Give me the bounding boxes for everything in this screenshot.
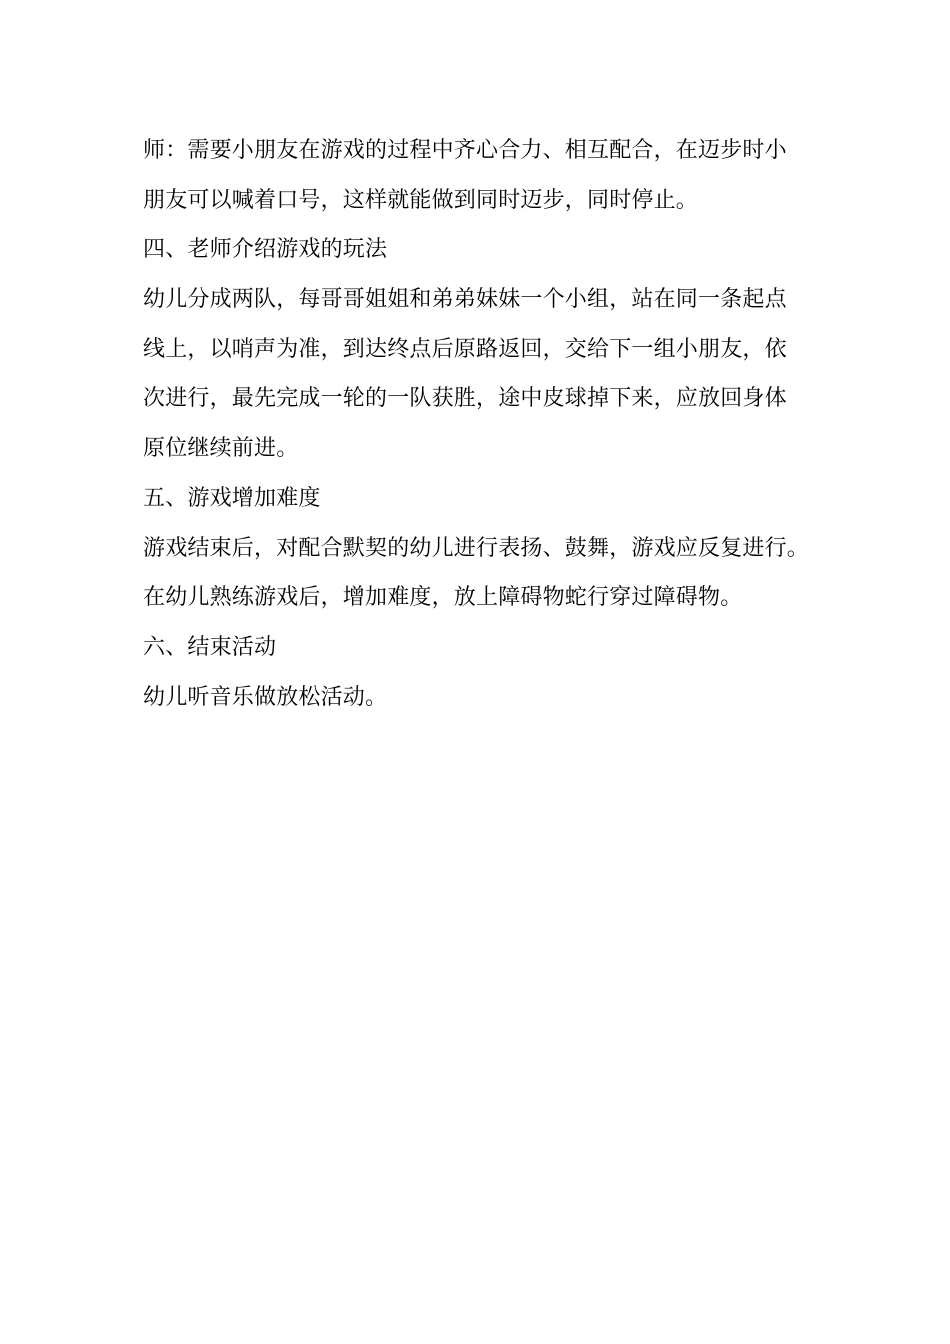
paragraph-rules-line-2: 线上，以哨声为准，到达终点后原路返回，交给下一组小朋友，依 (143, 336, 787, 362)
paragraph-difficulty-line-1: 游戏结束后，对配合默契的幼儿进行表扬、鼓舞，游戏应反复进行。 (143, 535, 810, 561)
section-heading-6: 六、结束活动 (143, 634, 277, 660)
paragraph-teacher-line-1: 师：需要小朋友在游戏的过程中齐心合力、相互配合，在迈步时小 (143, 138, 787, 163)
section-heading-5: 五、游戏增加难度 (143, 485, 321, 511)
paragraph-ending: 幼儿听音乐做放松活动。 (143, 684, 388, 710)
document-body (143, 126, 823, 722)
paragraph-rules-line-1: 幼儿分成两队，每哥哥姐姐和弟弟妹妹一个小组，站在同一条起点 (143, 287, 787, 313)
section-heading-4: 四、老师介绍游戏的玩法 (143, 237, 388, 263)
paragraph-rules-line-3: 次进行，最先完成一轮的一队获胜，途中皮球掉下来，应放回身体 (143, 386, 787, 412)
paragraph-difficulty-line-2: 在幼儿熟练游戏后，增加难度，放上障碍物蛇行穿过障碍物。 (143, 585, 743, 611)
paragraph-teacher-line-2: 朋友可以喊着口号，这样就能做到同时迈步，同时停止。 (143, 187, 699, 213)
paragraph-rules-line-4: 原位继续前进。 (143, 436, 299, 462)
